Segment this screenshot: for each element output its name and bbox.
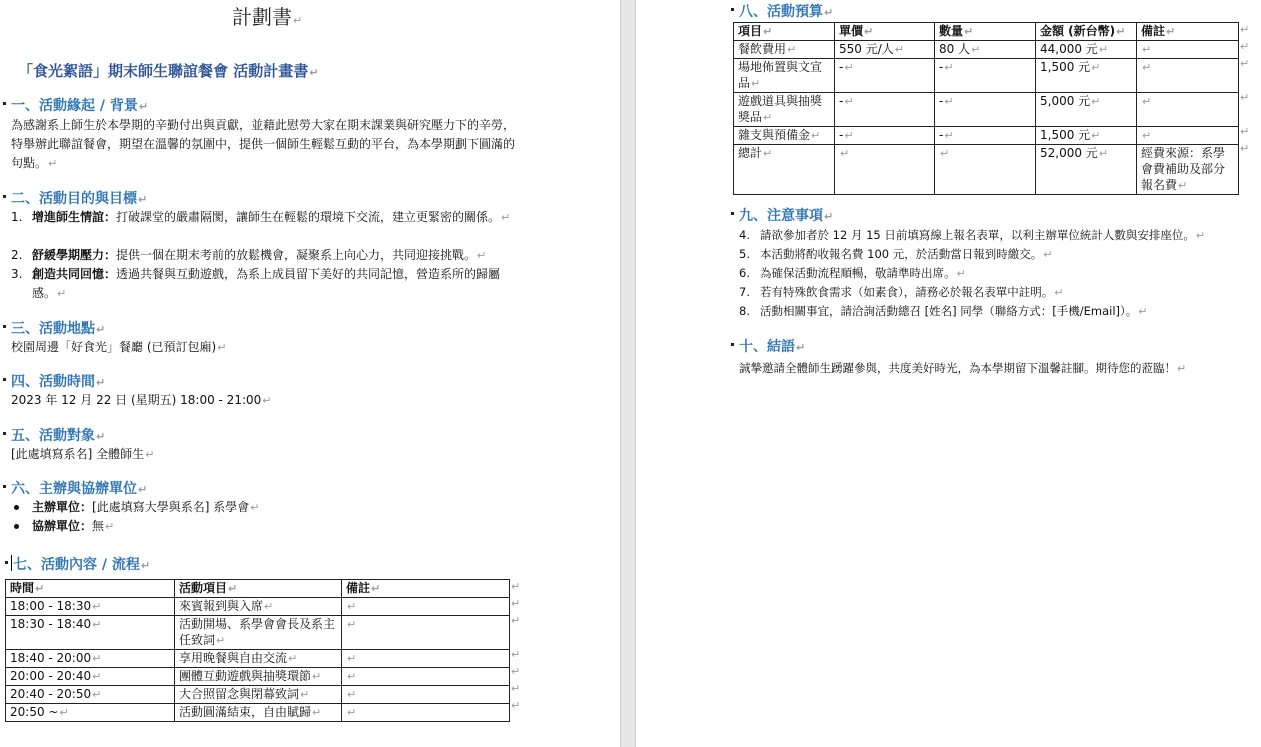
objective-text: 透過共餐與互動遊戲，為系上成員留下美好的共同記憶，營造系所的歸屬感。 xyxy=(32,267,501,300)
table-row xyxy=(734,93,1239,127)
table-cell: 團體互動遊戲與抽獎環節↵ xyxy=(175,668,342,686)
table-cell: 18:00 - 18:30↵ xyxy=(6,598,175,616)
paragraph-mark: ↵ xyxy=(477,249,487,262)
table-cell: 經費來源：系學會費補助及部分報名費↵ xyxy=(1137,145,1239,195)
row-end-mark: ↵ xyxy=(1240,40,1250,53)
document-title xyxy=(232,1,302,30)
paragraph-mark: ↵ xyxy=(309,66,319,79)
table-header-row xyxy=(6,580,510,598)
paragraph-mark: ↵ xyxy=(217,341,227,354)
paragraph-mark: ↵ xyxy=(96,376,106,389)
co-organizer-label: 協辦單位： xyxy=(32,519,93,533)
table-cell: 總計↵ xyxy=(734,145,835,195)
section-7-heading xyxy=(13,554,150,574)
section-1-body-text: 為感謝系上師生於本學期的辛勤付出與貢獻，並藉此慰勞大家在期末課業與研究壓力下的辛勞，特舉辦此聯誼餐會，期望在溫馨的氛圍中，提供一個師生輕鬆互動的平台，為本學期劃下圓滿的句點。 xyxy=(11,118,516,170)
table-header-cell: 單價↵ xyxy=(835,23,935,41)
objective-text: 打破課堂的嚴肅隔閡，讓師生在輕鬆的環境下交流，建立更緊密的關係。 xyxy=(116,210,501,224)
table-row xyxy=(6,650,510,668)
objective-item-2 xyxy=(11,246,521,265)
table-cell: 享用晚餐與自由交流↵ xyxy=(175,650,342,668)
table-row xyxy=(6,598,510,616)
table-cell: 雜支與預備金↵ xyxy=(734,127,835,145)
section-9-heading-text: 九、注意事項 xyxy=(739,208,823,224)
table-cell: ↵ xyxy=(342,616,510,650)
bullet-dot-icon xyxy=(14,505,19,510)
section-9-heading xyxy=(739,205,833,225)
section-8-heading-text: 八、活動預算 xyxy=(739,4,823,20)
row-end-mark: ↵ xyxy=(511,597,521,610)
notice-item-8 xyxy=(739,302,1254,321)
table-row xyxy=(6,704,510,722)
table-cell: 活動開場、系學會會長及系主任致詞↵ xyxy=(175,616,342,650)
section-5-heading xyxy=(11,425,105,445)
paragraph-mark: ↵ xyxy=(956,267,966,280)
table-cell: 80 人↵ xyxy=(935,41,1036,59)
row-end-mark: ↵ xyxy=(511,580,521,593)
table-cell: 來賓報到與入席↵ xyxy=(175,598,342,616)
objective-text: 提供一個在期末考前的放鬆機會，凝聚系上向心力，共同迎接挑戰。 xyxy=(116,248,477,262)
table-cell: -↵ xyxy=(935,127,1036,145)
schedule-table xyxy=(5,579,510,722)
table-cell: ↵ xyxy=(1137,127,1239,145)
organizer-value: [此處填寫大學與系名] 系學會 xyxy=(92,500,250,514)
table-row xyxy=(734,59,1239,93)
section-7-heading-text: 七、活動內容 / 流程 xyxy=(13,557,140,573)
table-cell: 場地佈置與文宣品↵ xyxy=(734,59,835,93)
notice-item-7 xyxy=(739,283,1254,302)
bullet-dot-icon xyxy=(14,524,19,529)
paragraph-mark: ↵ xyxy=(145,448,155,461)
table-cell: ↵ xyxy=(1137,93,1239,127)
objective-title: 增進師生情誼： xyxy=(32,210,117,224)
table-header-cell: 備註↵ xyxy=(1137,23,1239,41)
document-title-text: 計劃書 xyxy=(232,5,292,29)
row-end-mark: ↵ xyxy=(511,614,521,627)
table-cell: 18:30 - 18:40↵ xyxy=(6,616,175,650)
notice-text: 請欲參加者於 12 月 15 日前填寫線上報名表單，以利主辦單位統計人數與安排座位。 xyxy=(760,228,1195,242)
paragraph-mark: ↵ xyxy=(796,341,806,354)
row-end-mark: ↵ xyxy=(511,665,521,678)
paragraph-mark: ↵ xyxy=(138,483,148,496)
section-4-body-text: 2023 年 12 月 22 日 (星期五) 18:00 - 21:00 xyxy=(11,393,262,407)
objective-title: 舒緩學期壓力： xyxy=(32,248,117,262)
table-cell: 44,000 元↵ xyxy=(1036,41,1137,59)
table-cell: ↵ xyxy=(342,704,510,722)
row-end-mark: ↵ xyxy=(1240,57,1250,70)
list-number: 2. xyxy=(11,248,23,262)
table-cell: -↵ xyxy=(835,93,935,127)
list-number: 3. xyxy=(11,267,23,281)
paragraph-mark: ↵ xyxy=(96,430,106,443)
notice-item-6 xyxy=(739,264,1254,283)
section-10-body xyxy=(739,359,1186,378)
section-2-heading-text: 二、活動目的與目標 xyxy=(11,191,137,207)
section-6-heading xyxy=(11,478,147,498)
table-header-cell: 項目↵ xyxy=(734,23,835,41)
table-header-cell: 金額 (新台幣)↵ xyxy=(1036,23,1137,41)
table-row xyxy=(6,686,510,704)
table-cell: ↵ xyxy=(342,598,510,616)
notice-item-4 xyxy=(739,226,1254,245)
table-cell: 18:40 - 20:00↵ xyxy=(6,650,175,668)
organizer-item xyxy=(14,498,514,517)
row-end-mark: ↵ xyxy=(1240,125,1250,138)
table-cell: 20:50 ~↵ xyxy=(6,704,175,722)
co-organizer-value: 無 xyxy=(92,519,105,533)
table-header-row xyxy=(734,23,1239,41)
table-cell: 活動圓滿結束，自由賦歸↵ xyxy=(175,704,342,722)
section-5-heading-text: 五、活動對象 xyxy=(11,428,95,444)
section-3-body xyxy=(11,338,226,357)
notice-item-5 xyxy=(739,245,1254,264)
plan-main-title xyxy=(18,60,318,81)
page-gutter xyxy=(620,0,636,747)
table-cell: 1,500 元↵ xyxy=(1036,127,1137,145)
notice-text: 若有特殊飲食需求（如素食），請務必於報名表單中註明。 xyxy=(760,285,1054,299)
section-5-body-text: [此處填寫系名] 全體師生 xyxy=(11,447,145,461)
row-end-mark: ↵ xyxy=(511,648,521,661)
table-header-cell: 活動項目↵ xyxy=(175,580,342,598)
section-4-body xyxy=(11,391,272,410)
list-number: 7. xyxy=(739,285,750,299)
paragraph-mark: ↵ xyxy=(1054,286,1064,299)
paragraph-mark: ↵ xyxy=(138,193,148,206)
paragraph-mark: ↵ xyxy=(138,100,149,113)
table-cell: 5,000 元↵ xyxy=(1036,93,1137,127)
table-cell: -↵ xyxy=(935,93,1036,127)
list-number: 6. xyxy=(739,266,750,280)
table-cell: ↵ xyxy=(342,668,510,686)
table-row xyxy=(6,616,510,650)
section-10-heading xyxy=(739,336,805,356)
table-cell: 20:40 - 20:50↵ xyxy=(6,686,175,704)
row-end-mark: ↵ xyxy=(1240,23,1250,36)
budget-table xyxy=(733,22,1239,195)
notice-text: 本活動將酌收報名費 100 元，於活動當日報到時繳交。 xyxy=(760,247,1043,261)
text-cursor xyxy=(11,555,12,571)
table-header-cell: 時間↵ xyxy=(6,580,175,598)
table-cell: ↵ xyxy=(835,145,935,195)
section-3-heading-text: 三、活動地點 xyxy=(11,321,95,337)
objective-title: 創造共同回憶： xyxy=(32,267,117,281)
list-number: 4. xyxy=(739,228,750,242)
section-2-heading xyxy=(11,188,147,208)
section-8-heading xyxy=(739,1,833,21)
paragraph-mark: ↵ xyxy=(48,157,58,170)
section-1-body xyxy=(11,116,521,173)
table-cell: ↵ xyxy=(1137,59,1239,93)
table-header-cell: 備註↵ xyxy=(342,580,510,598)
table-cell: ↵ xyxy=(935,145,1036,195)
table-cell: -↵ xyxy=(835,59,935,93)
table-cell: ↵ xyxy=(342,686,510,704)
section-3-body-text: 校園周邊「好食光」餐廳 (已預訂包廂) xyxy=(11,340,217,354)
table-cell: ↵ xyxy=(1137,41,1239,59)
paragraph-mark: ↵ xyxy=(1043,248,1053,261)
paragraph-mark: ↵ xyxy=(824,210,834,223)
table-cell: 餐飲費用↵ xyxy=(734,41,835,59)
row-end-mark: ↵ xyxy=(1240,142,1250,155)
table-cell: -↵ xyxy=(935,59,1036,93)
paragraph-mark: ↵ xyxy=(96,323,106,336)
notice-text: 為確保活動流程順暢，敬請準時出席。 xyxy=(760,266,956,280)
table-cell: 20:00 - 20:40↵ xyxy=(6,668,175,686)
paragraph-mark: ↵ xyxy=(1138,305,1148,318)
table-row xyxy=(734,145,1239,195)
table-cell: ↵ xyxy=(342,650,510,668)
paragraph-mark: ↵ xyxy=(140,559,151,572)
section-6-heading-text: 六、主辦與協辦單位 xyxy=(11,481,137,497)
section-5-body xyxy=(11,445,154,464)
paragraph-mark: ↵ xyxy=(105,520,115,533)
section-1-heading xyxy=(11,95,148,115)
section-4-heading-text: 四、活動時間 xyxy=(11,374,95,390)
document-page-left[interactable] xyxy=(0,0,620,747)
row-end-mark: ↵ xyxy=(511,699,521,712)
paragraph-mark: ↵ xyxy=(293,14,303,27)
row-end-mark: ↵ xyxy=(1240,91,1250,104)
section-1-heading-text: 一、活動緣起 / 背景 xyxy=(11,98,138,114)
table-header-cell: 數量↵ xyxy=(935,23,1036,41)
paragraph-mark: ↵ xyxy=(1195,229,1206,242)
document-page-right[interactable] xyxy=(636,0,1261,747)
paragraph-mark: ↵ xyxy=(57,287,67,300)
table-cell: 大合照留念與閉幕致詞↵ xyxy=(175,686,342,704)
table-cell: -↵ xyxy=(835,127,935,145)
co-organizer-item xyxy=(14,517,514,536)
notice-text: 活動相關事宜，請洽詢活動總召 [姓名] 同學（聯絡方式：[手機/Email]）。 xyxy=(760,304,1138,318)
list-number: 8. xyxy=(739,304,750,318)
organizer-label: 主辦單位： xyxy=(32,500,93,514)
paragraph-mark: ↵ xyxy=(1177,362,1187,375)
list-number: 5. xyxy=(739,247,750,261)
table-row xyxy=(6,668,510,686)
plan-main-title-text: 「食光絮語」期末師生聯誼餐會 活動計畫書 xyxy=(18,62,309,80)
table-cell: 遊戲道具與抽獎獎品↵ xyxy=(734,93,835,127)
table-row xyxy=(734,127,1239,145)
section-10-body-text: 誠摯邀請全體師生踴躍參與，共度美好時光，為本學期留下溫馨註腳。期待您的蒞臨！ xyxy=(739,361,1176,375)
section-4-heading xyxy=(11,371,105,391)
row-end-mark: ↵ xyxy=(511,682,521,695)
paragraph-mark: ↵ xyxy=(262,394,272,407)
list-number: 1. xyxy=(11,210,23,224)
section-10-heading-text: 十、結語 xyxy=(739,339,795,355)
table-cell: 52,000 元↵ xyxy=(1036,145,1137,195)
table-cell: 1,500 元↵ xyxy=(1036,59,1137,93)
paragraph-mark: ↵ xyxy=(250,501,260,514)
section-3-heading xyxy=(11,318,105,338)
table-row xyxy=(734,41,1239,59)
table-cell: 550 元/人↵ xyxy=(835,41,935,59)
paragraph-mark: ↵ xyxy=(501,211,511,224)
objective-item-3 xyxy=(11,265,521,303)
objective-item-1 xyxy=(11,208,521,246)
paragraph-mark: ↵ xyxy=(824,6,834,19)
